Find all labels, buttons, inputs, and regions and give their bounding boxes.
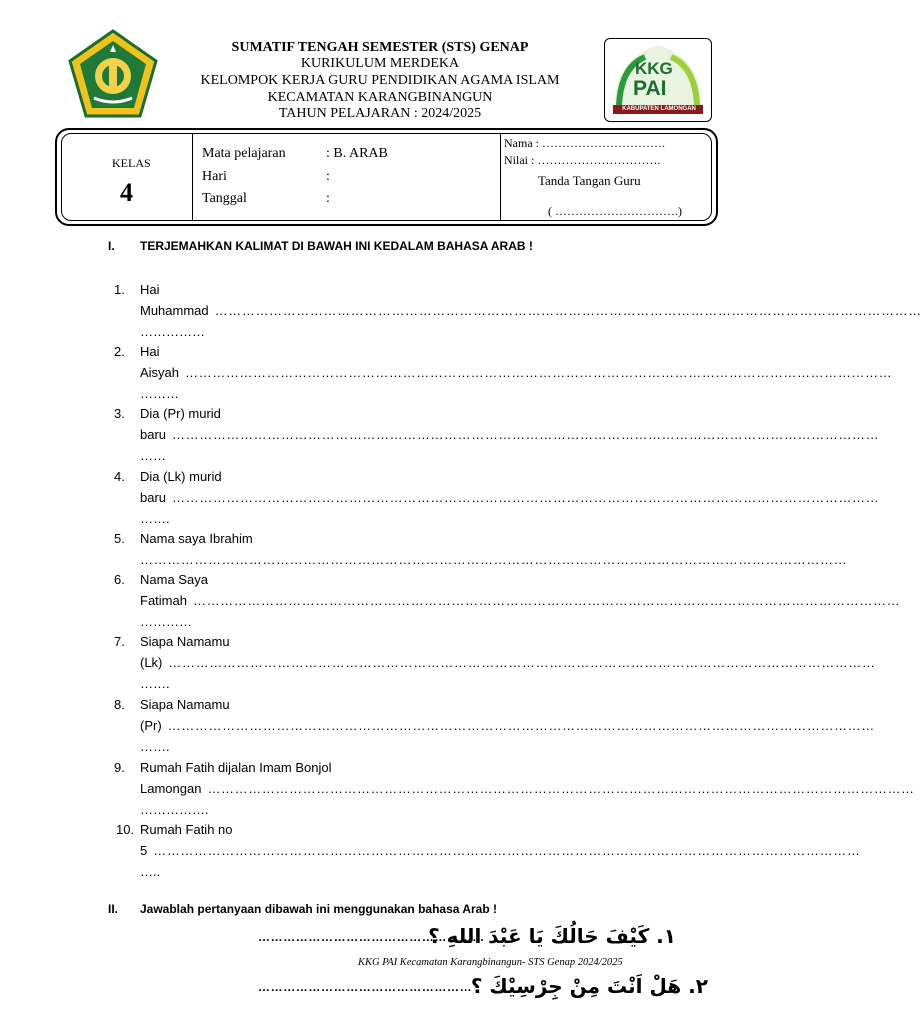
question-text: Hai: [140, 344, 160, 359]
arabic-question-1: ١. كَيْفَ حَالُكَ يَا عَبْدَ اللهِ ؟: [428, 924, 676, 948]
curriculum-line: KURIKULUM MERDEKA: [300, 56, 460, 71]
question-number: 3.: [114, 406, 125, 421]
section-1-number: I.: [108, 239, 115, 253]
question-number: 2.: [114, 344, 125, 359]
teacher-signature-line[interactable]: ( ………………………….): [548, 204, 682, 218]
question-number: 1.: [114, 282, 125, 297]
question-number: 8.: [114, 697, 125, 712]
answer-line-cont[interactable]: ……………: [140, 324, 205, 339]
answer-line-1[interactable]: ………………………………………………: [258, 930, 485, 944]
question-number: 9.: [114, 760, 125, 775]
question-text-cont: Muhammad: [140, 303, 209, 318]
section-2-number: II.: [108, 902, 119, 916]
answer-line[interactable]: …………………………………………………………………………………………………………………………………………: [153, 843, 861, 858]
kemenag-logo: [66, 28, 160, 122]
question-text: Nama Saya: [140, 572, 208, 587]
question-text-cont: Lamongan: [140, 781, 202, 796]
kkg-text: KKG: [635, 59, 673, 78]
question-number: 5.: [114, 531, 125, 546]
date-value[interactable]: :: [326, 191, 330, 206]
question-text-cont: (Pr): [140, 718, 162, 733]
question-text-cont: 5: [140, 843, 148, 858]
answer-line-cont[interactable]: …….: [140, 511, 170, 526]
district-line: KECAMATAN KARANGBINANGUN: [267, 90, 493, 105]
kelas-value: 4: [120, 178, 133, 207]
answer-line[interactable]: …………………………………………………………………………………………………………………………………………: [207, 781, 915, 796]
answer-line[interactable]: …………………………………………………………………………………………………………………………………………: [172, 490, 880, 505]
subject-label: Mata pelajaran: [202, 146, 286, 161]
teacher-signature-label: Tanda Tangan Guru: [538, 173, 641, 188]
question-text-cont: baru: [140, 490, 167, 505]
answer-line-cont[interactable]: ……: [140, 448, 166, 463]
question-text: Rumah Fatih dijalan Imam Bonjol: [140, 760, 332, 775]
name-field[interactable]: Nama : ………………………….: [504, 136, 665, 150]
kkg-pai-logo: [604, 38, 712, 122]
date-label: Tanggal: [202, 191, 247, 206]
answer-line[interactable]: …………………………………………………………………………………………………………………………………………: [172, 427, 880, 442]
score-field[interactable]: Nilai : ………………………….: [504, 153, 661, 167]
question-text-cont: Fatimah: [140, 593, 187, 608]
exam-title: SUMATIF TENGAH SEMESTER (STS) GENAP: [231, 40, 529, 55]
question-text-cont: (Lk): [140, 655, 163, 670]
question-text: Rumah Fatih no: [140, 822, 233, 837]
question-text: Dia (Pr) murid: [140, 406, 221, 421]
kabupaten-band: KABUPATEN LAMONGAN: [622, 106, 696, 112]
answer-line[interactable]: …………………………………………………………………………………………………………………………………………: [140, 552, 848, 567]
arabic-question-2: ٢. هَلْ اَنْتَ مِنْ جِرْسِيْكَ ؟: [470, 974, 708, 998]
answer-line[interactable]: …………………………………………………………………………………………………………………………………………: [214, 303, 922, 318]
student-info-box: [55, 128, 718, 226]
answer-line-cont[interactable]: …………: [140, 614, 192, 629]
question-text: Dia (Lk) murid: [140, 469, 222, 484]
answer-line[interactable]: …………………………………………………………………………………………………………………………………………: [168, 655, 876, 670]
answer-line[interactable]: …………………………………………………………………………………………………………………………………………: [192, 593, 901, 608]
question-text-cont: Aisyah: [140, 365, 180, 380]
section-1-title: TERJEMAHKAN KALIMAT DI BAWAH INI KEDALAM BAHASA ARAB !: [140, 239, 533, 253]
answer-line[interactable]: …………………………………………………………………………………………………………………………………………: [167, 718, 875, 733]
question-text: Siapa Namamu: [140, 634, 230, 649]
answer-line-cont[interactable]: …………….: [140, 802, 209, 817]
kelas-label: KELAS: [112, 156, 151, 170]
pai-text: PAI: [633, 77, 667, 100]
page-footer: KKG PAI Kecamatan Karangbinangun- STS Genap 2024/2025: [358, 957, 623, 968]
day-label: Hari: [202, 169, 227, 184]
answer-line-2[interactable]: ……………………………………………: [258, 980, 473, 994]
subject-value: : B. ARAB: [326, 146, 388, 161]
answer-line[interactable]: …………………………………………………………………………………………………………………………………………: [185, 365, 893, 380]
day-value[interactable]: :: [326, 169, 330, 184]
question-number: 10.: [116, 822, 135, 837]
school-year-line: TAHUN PELAJARAN : 2024/2025: [278, 106, 482, 121]
question-number: 4.: [114, 469, 125, 484]
question-number: 7.: [114, 634, 125, 649]
answer-line-cont[interactable]: …….: [140, 739, 170, 754]
answer-line-cont[interactable]: …….: [140, 676, 170, 691]
question-text: Siapa Namamu: [140, 697, 230, 712]
answer-line-cont[interactable]: …..: [140, 864, 161, 879]
organization-line: KELOMPOK KERJA GURU PENDIDIKAN AGAMA ISLAM: [200, 73, 560, 88]
answer-line-cont[interactable]: ………: [140, 386, 179, 401]
question-text: Nama saya Ibrahim: [140, 531, 253, 546]
question-text: Hai: [140, 282, 160, 297]
section-2-title: Jawablah pertanyaan dibawah ini menggunakan bahasa Arab !: [140, 902, 497, 916]
question-text-cont: baru: [140, 427, 167, 442]
question-number: 6.: [114, 572, 125, 587]
